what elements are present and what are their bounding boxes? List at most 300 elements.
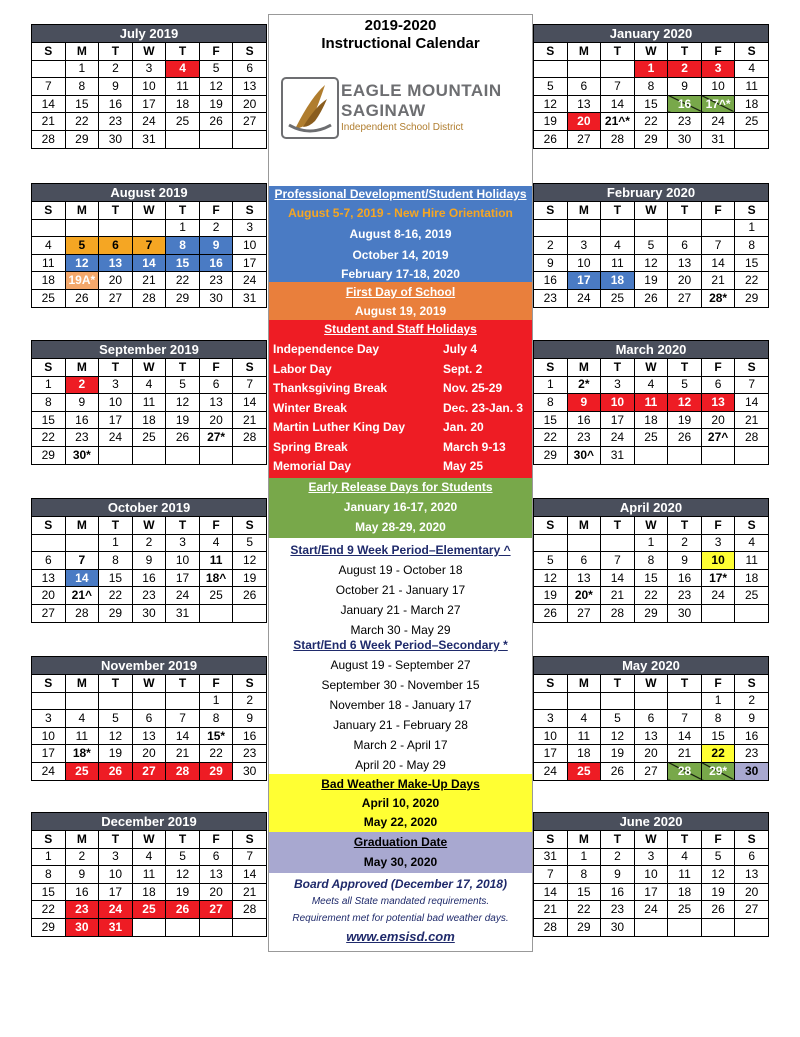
day-cell: 28 <box>65 604 99 622</box>
calendar-may-2020 <box>533 656 769 781</box>
day-cell: 12 <box>701 866 735 884</box>
day-cell: 22 <box>534 429 568 447</box>
day-cell: 22 <box>166 272 200 290</box>
day-cell: 9 <box>534 254 568 272</box>
day-cell: 24 <box>99 429 133 447</box>
day-cell <box>199 130 233 148</box>
day-cell: 9 <box>65 866 99 884</box>
holiday-row <box>271 457 530 475</box>
day-cell: 25 <box>601 289 635 307</box>
day-cell: 19 <box>99 745 133 763</box>
day-cell: 22 <box>735 272 769 290</box>
day-cell: 23 <box>668 113 702 131</box>
day-cell: 3 <box>701 534 735 552</box>
weekday-header: M <box>567 359 601 377</box>
weekday-header: T <box>166 359 200 377</box>
day-cell: 30 <box>668 130 702 148</box>
day-cell: 6 <box>99 237 133 255</box>
weekday-header: W <box>634 202 668 220</box>
day-cell: 4 <box>132 848 166 866</box>
day-cell: 7 <box>668 710 702 728</box>
day-cell: 7 <box>166 710 200 728</box>
day-cell: 19 <box>233 569 267 587</box>
day-cell: 11 <box>601 254 635 272</box>
day-cell <box>132 692 166 710</box>
day-cell: 29 <box>534 446 568 464</box>
day-cell <box>634 219 668 237</box>
day-cell: 5 <box>534 552 568 570</box>
day-cell <box>534 692 568 710</box>
day-cell: 2 <box>233 692 267 710</box>
day-cell: 25 <box>166 113 200 131</box>
day-cell: 22 <box>65 113 99 131</box>
day-cell: 27 <box>132 762 166 780</box>
day-cell: 9 <box>735 710 769 728</box>
day-cell: 12 <box>199 78 233 96</box>
weekday-header: T <box>166 831 200 849</box>
day-cell: 20 <box>668 272 702 290</box>
calendar-september-2019 <box>31 340 267 465</box>
day-cell <box>65 534 99 552</box>
day-cell: 5 <box>65 237 99 255</box>
day-cell: 19 <box>668 411 702 429</box>
early-release-date-2: May 28-29, 2020 <box>355 520 446 534</box>
calendar-october-2019 <box>31 498 267 623</box>
day-cell: 30 <box>233 762 267 780</box>
holiday-name: Spring Break <box>273 439 348 454</box>
weekday-header: T <box>99 675 133 693</box>
weekday-header: S <box>735 43 769 61</box>
day-cell: 12 <box>634 254 668 272</box>
secondary-period: January 21 - February 28 <box>333 718 468 732</box>
day-cell: 20 <box>99 272 133 290</box>
day-cell: 11 <box>735 78 769 96</box>
day-cell: 7 <box>132 237 166 255</box>
day-cell: 2 <box>534 237 568 255</box>
day-cell: 14 <box>701 254 735 272</box>
day-cell: 29 <box>199 762 233 780</box>
day-cell: 30 <box>65 918 99 936</box>
day-cell: 8 <box>65 78 99 96</box>
day-cell: 7 <box>233 848 267 866</box>
secondary-period: April 20 - May 29 <box>355 758 446 772</box>
calendar-march-2020 <box>533 340 769 465</box>
day-cell: 31 <box>233 289 267 307</box>
month-name: October 2019 <box>32 499 267 517</box>
day-cell: 26 <box>534 130 568 148</box>
day-cell: 15 <box>99 569 133 587</box>
day-cell: 5 <box>701 848 735 866</box>
day-cell: 23 <box>199 272 233 290</box>
day-cell: 19 <box>534 587 568 605</box>
day-cell: 8 <box>32 866 66 884</box>
holiday-name: Memorial Day <box>273 459 352 473</box>
day-cell: 27 <box>567 604 601 622</box>
day-cell: 21 <box>534 901 568 919</box>
month-name: January 2020 <box>534 25 769 43</box>
day-cell <box>534 60 568 78</box>
elementary-period: October 21 - January 17 <box>335 583 466 597</box>
day-cell: 29 <box>634 604 668 622</box>
day-cell: 1 <box>634 60 668 78</box>
day-cell: 13 <box>233 78 267 96</box>
day-cell: 21 <box>132 272 166 290</box>
day-cell: 16 <box>233 727 267 745</box>
holidays-header: Student and Staff Holidays <box>324 322 477 336</box>
weekday-header: S <box>735 359 769 377</box>
day-cell: 27 <box>735 901 769 919</box>
day-cell: 20 <box>199 883 233 901</box>
day-cell: 14 <box>132 254 166 272</box>
weekday-header: W <box>132 675 166 693</box>
first-day-header: First Day of School <box>269 282 532 302</box>
weekday-header: S <box>32 675 66 693</box>
day-cell: 11 <box>199 552 233 570</box>
note-bad-weather: Requirement met for potential bad weather days. <box>292 913 509 924</box>
day-cell: 14 <box>233 866 267 884</box>
day-cell: 30* <box>65 446 99 464</box>
weekday-header: S <box>32 517 66 535</box>
day-cell: 26 <box>166 429 200 447</box>
day-cell: 2 <box>199 219 233 237</box>
weekday-header: S <box>32 831 66 849</box>
day-cell: 25 <box>735 113 769 131</box>
day-cell: 10 <box>99 866 133 884</box>
day-cell <box>166 446 200 464</box>
logo-line-1: EAGLE MOUNTAIN <box>341 81 502 100</box>
day-cell <box>166 918 200 936</box>
holiday-date: Sept. 2 <box>443 361 483 376</box>
day-cell: 14 <box>32 95 66 113</box>
day-cell: 26 <box>634 289 668 307</box>
day-cell: 21^* <box>601 113 635 131</box>
weekday-header: S <box>735 517 769 535</box>
day-cell: 10 <box>99 394 133 412</box>
holiday-name: Martin Luther King Day <box>273 420 406 434</box>
day-cell: 28 <box>32 130 66 148</box>
day-cell: 17 <box>601 411 635 429</box>
day-cell: 25 <box>132 429 166 447</box>
weekday-header: M <box>65 359 99 377</box>
day-cell <box>634 446 668 464</box>
day-cell: 28 <box>601 130 635 148</box>
day-cell: 26 <box>701 901 735 919</box>
weekday-header: W <box>634 359 668 377</box>
day-cell: 20 <box>701 411 735 429</box>
weekday-header: S <box>233 43 267 61</box>
weekday-header: T <box>601 43 635 61</box>
day-cell: 7 <box>601 552 635 570</box>
day-cell: 2* <box>567 376 601 394</box>
day-cell: 4 <box>668 848 702 866</box>
day-cell: 1 <box>735 219 769 237</box>
day-cell: 22 <box>701 745 735 763</box>
day-cell: 24 <box>534 762 568 780</box>
holiday-name: Labor Day <box>273 361 332 376</box>
day-cell: 1 <box>32 376 66 394</box>
weekday-header: F <box>199 675 233 693</box>
day-cell: 10 <box>233 237 267 255</box>
day-cell: 16 <box>601 883 635 901</box>
day-cell: 16 <box>65 411 99 429</box>
day-cell: 5 <box>668 376 702 394</box>
weekday-header: M <box>567 43 601 61</box>
day-cell: 15 <box>534 411 568 429</box>
day-cell: 22 <box>634 587 668 605</box>
day-cell: 16 <box>567 411 601 429</box>
day-cell: 17 <box>233 254 267 272</box>
day-cell: 22 <box>199 745 233 763</box>
day-cell: 26 <box>668 429 702 447</box>
day-cell: 13 <box>32 569 66 587</box>
weekday-header: T <box>166 202 200 220</box>
weekday-header: S <box>233 831 267 849</box>
holiday-date: May 25 <box>443 459 484 473</box>
day-cell: 6 <box>735 848 769 866</box>
day-cell: 20 <box>735 883 769 901</box>
day-cell: 27 <box>233 113 267 131</box>
day-cell: 6 <box>567 78 601 96</box>
day-cell: 9 <box>132 552 166 570</box>
day-cell: 25 <box>567 762 601 780</box>
day-cell: 11 <box>132 394 166 412</box>
holiday-date: March 9-13 <box>443 439 506 454</box>
day-cell: 2 <box>99 60 133 78</box>
logo-line-2: SAGINAW <box>341 101 426 120</box>
day-cell: 20 <box>132 745 166 763</box>
day-cell <box>233 918 267 936</box>
pd-date-3: February 17-18, 2020 <box>269 266 532 282</box>
day-cell: 28 <box>166 762 200 780</box>
day-cell: 30^ <box>567 446 601 464</box>
weekday-header: M <box>567 675 601 693</box>
day-cell: 10 <box>634 866 668 884</box>
weekday-header: W <box>634 517 668 535</box>
day-cell: 5 <box>534 78 568 96</box>
day-cell: 17* <box>701 569 735 587</box>
day-cell: 8 <box>199 710 233 728</box>
day-cell: 17 <box>132 95 166 113</box>
day-cell: 23 <box>132 587 166 605</box>
day-cell: 31 <box>132 130 166 148</box>
weekday-header: W <box>132 359 166 377</box>
weekday-header: S <box>32 43 66 61</box>
calendar-august-2019 <box>31 183 267 308</box>
day-cell: 17 <box>567 272 601 290</box>
day-cell: 28 <box>735 429 769 447</box>
day-cell: 12 <box>534 569 568 587</box>
day-cell: 1 <box>701 692 735 710</box>
day-cell: 6 <box>567 552 601 570</box>
day-cell: 15 <box>166 254 200 272</box>
day-cell: 21^ <box>65 587 99 605</box>
day-cell <box>166 692 200 710</box>
weekday-header: F <box>701 359 735 377</box>
day-cell: 28 <box>132 289 166 307</box>
day-cell: 5 <box>233 534 267 552</box>
day-cell <box>567 692 601 710</box>
day-cell <box>132 446 166 464</box>
day-cell: 21 <box>233 411 267 429</box>
day-cell <box>199 918 233 936</box>
day-cell: 25 <box>668 901 702 919</box>
day-cell: 11 <box>166 78 200 96</box>
day-cell: 10 <box>567 254 601 272</box>
day-cell: 24 <box>567 289 601 307</box>
day-cell: 24 <box>233 272 267 290</box>
weekday-header: M <box>567 202 601 220</box>
weekday-header: T <box>668 831 702 849</box>
weekday-header: S <box>534 831 568 849</box>
day-cell: 8 <box>166 237 200 255</box>
first-day-date: August 19, 2019 <box>269 302 532 320</box>
day-cell <box>601 219 635 237</box>
day-cell: 4 <box>601 237 635 255</box>
day-cell: 21 <box>601 587 635 605</box>
elementary-period: January 21 - March 27 <box>340 603 461 617</box>
day-cell: 7 <box>233 376 267 394</box>
district-logo <box>281 77 521 147</box>
early-release-header: Early Release Days for Students <box>308 480 493 494</box>
day-cell: 11 <box>735 552 769 570</box>
day-cell: 31 <box>166 604 200 622</box>
day-cell: 4 <box>166 60 200 78</box>
weekday-header: F <box>701 517 735 535</box>
day-cell: 30 <box>735 762 769 780</box>
day-cell: 12 <box>601 727 635 745</box>
day-cell: 13 <box>735 866 769 884</box>
pd-date-1: August 8-16, 2019 <box>269 224 532 245</box>
day-cell: 14 <box>233 394 267 412</box>
day-cell: 15* <box>199 727 233 745</box>
holiday-name: Winter Break <box>273 400 347 415</box>
day-cell: 29 <box>65 130 99 148</box>
day-cell: 3 <box>567 237 601 255</box>
weekday-header: F <box>199 359 233 377</box>
day-cell <box>166 130 200 148</box>
day-cell: 16 <box>132 569 166 587</box>
early-release-date-1: January 16-17, 2020 <box>343 500 458 514</box>
day-cell: 7 <box>534 866 568 884</box>
day-cell: 12 <box>99 727 133 745</box>
day-cell: 13 <box>199 394 233 412</box>
day-cell: 17^* <box>701 95 735 113</box>
weekday-header: S <box>32 359 66 377</box>
day-cell <box>601 534 635 552</box>
holiday-date: Dec. 23-Jan. 3 <box>443 400 524 415</box>
day-cell: 8 <box>567 866 601 884</box>
day-cell: 31 <box>701 130 735 148</box>
bad-weather-date-1: April 10, 2020 <box>361 796 440 810</box>
day-cell: 13 <box>567 569 601 587</box>
calendar-november-2019 <box>31 656 267 781</box>
secondary-period: August 19 - September 27 <box>330 658 471 672</box>
day-cell: 4 <box>132 376 166 394</box>
day-cell: 6 <box>634 710 668 728</box>
weekday-header: T <box>668 359 702 377</box>
calendar-january-2020 <box>533 24 769 149</box>
secondary-period: September 30 - November 15 <box>321 678 480 692</box>
day-cell: 4 <box>567 710 601 728</box>
day-cell: 22 <box>567 901 601 919</box>
day-cell: 26 <box>534 604 568 622</box>
day-cell <box>735 446 769 464</box>
month-name: July 2019 <box>32 25 267 43</box>
day-cell: 8 <box>32 394 66 412</box>
day-cell <box>32 692 66 710</box>
weekday-header: M <box>567 831 601 849</box>
day-cell: 18* <box>65 745 99 763</box>
weekday-header: S <box>233 202 267 220</box>
weekday-header: F <box>199 517 233 535</box>
day-cell <box>634 918 668 936</box>
day-cell: 1 <box>567 848 601 866</box>
holiday-row <box>271 418 530 436</box>
day-cell: 8 <box>634 78 668 96</box>
secondary-period: November 18 - January 17 <box>329 698 472 712</box>
day-cell <box>668 219 702 237</box>
day-cell: 28 <box>534 918 568 936</box>
day-cell: 18 <box>735 95 769 113</box>
day-cell: 7 <box>701 237 735 255</box>
day-cell: 14 <box>166 727 200 745</box>
weekday-header: F <box>701 675 735 693</box>
calendar-april-2020 <box>533 498 769 623</box>
weekday-header: M <box>65 43 99 61</box>
day-cell: 23 <box>65 429 99 447</box>
day-cell: 22 <box>634 113 668 131</box>
day-cell: 13 <box>567 95 601 113</box>
holiday-row <box>271 438 530 456</box>
day-cell: 19 <box>166 411 200 429</box>
day-cell <box>32 60 66 78</box>
day-cell: 18 <box>132 883 166 901</box>
day-cell: 15 <box>634 95 668 113</box>
day-cell <box>534 219 568 237</box>
day-cell: 4 <box>65 710 99 728</box>
weekday-header: T <box>166 517 200 535</box>
day-cell: 21 <box>735 411 769 429</box>
day-cell <box>99 692 133 710</box>
weekday-header: S <box>735 675 769 693</box>
elementary-period: March 30 - May 29 <box>350 623 451 637</box>
day-cell: 28 <box>668 762 702 780</box>
elementary-period: August 19 - October 18 <box>338 563 463 577</box>
day-cell: 3 <box>32 710 66 728</box>
day-cell: 19 <box>601 745 635 763</box>
day-cell: 23 <box>534 289 568 307</box>
weekday-header: S <box>233 517 267 535</box>
day-cell: 23 <box>567 429 601 447</box>
weekday-header: W <box>634 675 668 693</box>
weekday-header: S <box>534 517 568 535</box>
day-cell: 17 <box>534 745 568 763</box>
calendar-title: Instructional Calendar <box>321 35 480 52</box>
day-cell: 18 <box>132 411 166 429</box>
day-cell: 20 <box>567 113 601 131</box>
day-cell: 17 <box>32 745 66 763</box>
day-cell: 7 <box>735 376 769 394</box>
day-cell: 28 <box>601 604 635 622</box>
day-cell: 16 <box>65 883 99 901</box>
day-cell: 1 <box>534 376 568 394</box>
website-link[interactable]: www.emsisd.com <box>346 929 455 944</box>
day-cell: 24 <box>701 113 735 131</box>
weekday-header: S <box>534 43 568 61</box>
day-cell: 3 <box>132 60 166 78</box>
weekday-header: W <box>132 43 166 61</box>
holiday-date: Jan. 20 <box>443 420 484 434</box>
